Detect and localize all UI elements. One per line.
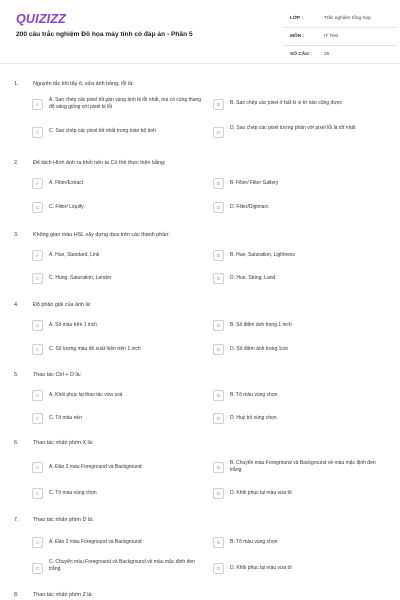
option-letter-box: B — [213, 320, 224, 331]
meta-label: MÔN : — [290, 34, 305, 39]
question-text: Thao tác nhấn phím X là: — [33, 440, 94, 446]
meta-row-subject — [284, 28, 396, 46]
meta-row-count — [284, 46, 396, 64]
option-letter-box: D — [213, 202, 224, 213]
option-letter-box: B — [213, 178, 224, 189]
option-letter-box: C — [32, 563, 43, 574]
option-letter-box: A — [32, 537, 43, 548]
option-text: B. Số điểm ảnh trong 1 inch — [230, 322, 292, 328]
option-letter-box: C — [32, 488, 43, 499]
option-text: A. Đảo 2 màu Foreground và Background — [49, 539, 142, 545]
option-letter-box: C — [32, 127, 43, 138]
option-letter-box: D — [213, 273, 224, 284]
option-text: C. Hung, Saturation, Lender — [49, 275, 112, 281]
option-letter-box: A — [32, 462, 43, 473]
option-text: C. Số lượng màu đỏ xuất hiện trên 1 inch — [49, 346, 141, 352]
option-text: A. Khôi phục lại thao tác vừa xoá — [49, 392, 123, 398]
quizizz-logo: QUIZIZZ — [16, 12, 67, 26]
question-text: Thao tác nhấn phím Z là: — [33, 592, 93, 598]
option-letter-box: C — [32, 413, 43, 424]
option-letter-box: A — [32, 390, 43, 401]
question-number: 2. — [14, 160, 19, 166]
question-number: 3. — [14, 232, 19, 238]
option-text: C. Tô màu nền — [49, 415, 82, 421]
meta-value: 25 — [324, 52, 330, 57]
option-letter-box: D — [213, 344, 224, 355]
option-text: B. Sao chép các pixel ở bất kì vị trí nào cũng được — [230, 100, 343, 106]
meta-label: SỐ CÂU : — [290, 52, 312, 57]
option-letter-box: D — [213, 127, 224, 138]
option-letter-box: A — [32, 250, 43, 261]
option-text: A. Hue, Standard, Link — [49, 252, 100, 258]
question-text: Độ phân giải của ảnh là: — [33, 302, 92, 308]
option-letter-box: D — [213, 563, 224, 574]
option-letter-box: B — [213, 390, 224, 401]
worksheet-header — [0, 0, 400, 64]
option-text: D. Số điểm ảnh trong 1cm — [230, 346, 289, 352]
option-text: B. Chuyển màu Foreground và Background về màu mặc định đen trắng — [230, 460, 376, 473]
worksheet-meta-table — [284, 0, 400, 64]
option-text: A. Sao chép các pixel tốt gần vùng ảnh bị lỗi nhất, mà có cùng thang độ sáng giống với pixel bị lỗi — [49, 97, 202, 110]
option-text: D. Khôi phục lại màu vừa tô — [230, 565, 292, 571]
option-text: A. Số màu trên 1 inch — [49, 322, 98, 328]
worksheet-title: 200 câu trắc nghiệm Đồ họa máy tính có đáp án - Phần 5 — [16, 31, 193, 38]
option-letter-box: A — [32, 320, 43, 331]
question-number: 4. — [14, 302, 19, 308]
option-letter-box: C — [32, 273, 43, 284]
option-text: C. Chuyển màu Foreground và Background về màu mặc định đen trắng — [49, 559, 195, 572]
option-text: B. Tô màu vùng chọn — [230, 539, 278, 545]
question-number: 6. — [14, 440, 19, 446]
option-text: D. Hue, String, Land — [230, 275, 276, 281]
question-text: Nguyên tắc khi tẩy ố, sửa ảnh hỏng, lỗi là: — [33, 81, 134, 87]
question-text: Không gian màu HSL xây dựng dựa trên các thành phần: — [33, 232, 170, 238]
option-letter-box: B — [213, 537, 224, 548]
option-text: A. Đảo 2 màu Foreground và Background — [49, 464, 142, 470]
meta-label: LỚP : — [290, 16, 304, 21]
question-number: 8. — [14, 592, 19, 598]
option-letter-box: A — [32, 178, 43, 189]
question-text: Thao tác Ctrl + D là: — [33, 372, 82, 378]
option-text: B. Tô màu vùng chọn — [230, 392, 278, 398]
option-text: C. Tô màu vùng chọn — [49, 490, 97, 496]
question-text: Để tách Hình ảnh ra khỏi nền ta Có thể thực hiện bằng: — [33, 160, 166, 166]
question-number: 5. — [14, 372, 19, 378]
option-letter-box: B — [213, 99, 224, 110]
question-number: 1. — [14, 81, 19, 87]
option-letter-box: D — [213, 413, 224, 424]
option-text: D. Sao chép các pixel tương phản với pixel lỗi là tốt nhất — [230, 125, 356, 131]
meta-value: IT Test — [324, 34, 339, 39]
meta-value: Trắc nghiệm tổng hợp — [324, 16, 371, 21]
option-letter-box: D — [213, 488, 224, 499]
option-text: A. Filter/Extract — [49, 180, 84, 186]
option-letter-box: A — [32, 99, 43, 110]
question-text: Thao tác nhấn phím D là: — [33, 517, 94, 523]
option-letter-box: B — [213, 462, 224, 473]
option-text: B. Hue, Saturation, Lightness — [230, 252, 296, 258]
option-text: B. Filter/ Filter Gallery — [230, 180, 279, 186]
option-text: D. Huỷ bỏ vùng chọn — [230, 415, 277, 421]
option-text: C. Filter/ Liquify — [49, 204, 84, 210]
question-number: 7. — [14, 517, 19, 523]
option-text: D. Filter/Digimarc — [230, 204, 269, 210]
option-letter-box: C — [32, 202, 43, 213]
option-letter-box: B — [213, 250, 224, 261]
option-letter-box: C — [32, 344, 43, 355]
option-text: D. Khôi phục lại màu vừa tô — [230, 490, 292, 496]
option-text: C. Sao chép các pixel tốt nhất trong toàn bộ ảnh — [49, 128, 157, 134]
meta-row-class — [284, 10, 396, 28]
